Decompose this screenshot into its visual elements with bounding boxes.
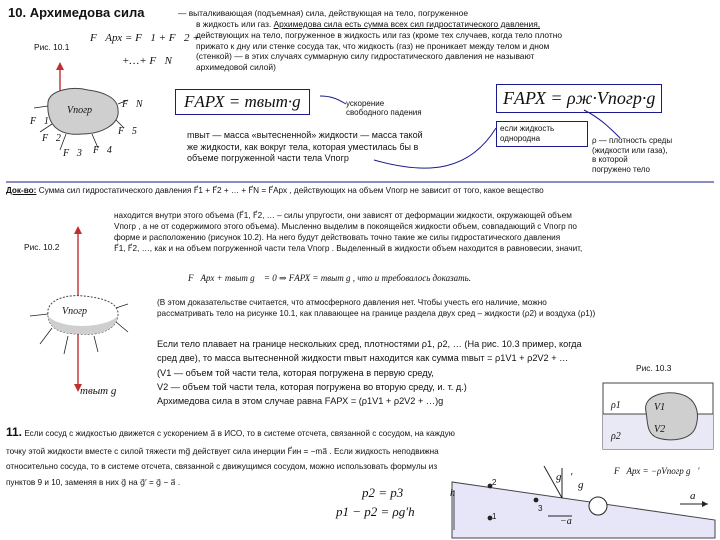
- fig3-v1: V1: [654, 402, 666, 413]
- formula-mass-box: FАРХ = mвыт·g: [175, 89, 310, 115]
- intro-text: — выталкивающая (подъемная) сила, действующая на тело, погруженное: [178, 8, 468, 18]
- fig4-gprime-label: g⃗′: [556, 471, 573, 483]
- formula-density-box: FАРХ = ρж·Vпогр·g: [496, 84, 662, 113]
- fig1-fn: F⃗N: [122, 99, 143, 110]
- layers-text: Если тело плавает на границе нескольких сред, плотностями ρ1, ρ2, … (На рис. 10.3 пример, когда сред две), то масса вытесненной жидкости mвыт находится как сумма mвыт = ρ1V1 + ρ2V2 + … (V1 — объем той части тела, которая погружена в первую среду, V2 — объем той части тела, которая погружена во вторую среду, и. т. д.) Архимедова сила в этом случае равна FАРХ = (ρ1V1 + ρ2V2 + …)g: [157, 339, 582, 406]
- fig3-v2: V2: [654, 424, 666, 435]
- homogeneous-note: если жидкость однородна: [496, 121, 588, 147]
- fig1-f1: F⃗1: [30, 116, 49, 127]
- equation-pressure-diff: p1 − p2 = ρg′h: [336, 504, 415, 519]
- fig3-rho2: ρ2: [611, 431, 621, 442]
- atmosphere-note: (В этом доказательстве считается, что атмосферного давления нет. Чтобы учесть его наличие, можно рассматривать тело на рисунке 10.1, как плавающее на границе раздела двух сред – жидкости (ρ2) и воздуха (ρ1)): [157, 298, 596, 319]
- proof-body: находится внутри этого объема (F⃗1, F⃗2, … – силы упругости, они зависят от деформации жидкости, окружающей объем Vпогр , а не от содержимого этого объема). Мысленно выделим в покоящейся жидкости объем, совпадающий с Vпогр по форме и расположению (рисунок 10.2). На него будут действовать точно такие же силы гидростатического давления F⃗1, F⃗2, …, как и на объем погруженной части тела Vпогр . Выделенный в жидкости объем находится в равновесии, значит,: [114, 211, 583, 254]
- intro-text-body: в жидкость или газ. Архимедова сила есть сумма всех сил гидростатического давления, действующих на тело, погруженное в жидкость или газ (кроме тех случаев, когда тело плотно прижато к дну или стенке сосуда так, что жидкость (газ) не проникает между телом и дном (стенкой) — в этих случаях суммарную силу гидростатического давления не называют архимедовой силой): [196, 19, 563, 72]
- fig4-float: [589, 497, 607, 515]
- fig1-sum-line1: F⃗Арх = F⃗1 + F⃗2 +: [90, 32, 200, 44]
- proof-equation: F⃗Арх + mвыт g⃗ = 0 ⇒ FАРХ = mвыт g , что и требовалось доказать.: [188, 273, 471, 283]
- section-11-text: 11. Если сосуд с жидкостью движется с ускорением a⃗ в ИСО, то в системе отсчета, связанной с сосудом, на каждую точку этой жидкости вместе с силой тяжести mg⃗ действует сила инерции F⃗ин = −ma⃗ . Если жидкость неподвижна относительно сосуда, то в системе отсчета, связанной с движущимся сосудом, можно использовать формулы из пунктов 9 и 10, заменяя в них g⃗ на g⃗′ = g⃗ − a⃗ .: [6, 425, 455, 487]
- fig2-caption: Рис. 10.2: [24, 242, 60, 252]
- fig1-f2: F⃗2: [42, 133, 61, 144]
- fig4-minus-a-label: −a⃗: [560, 516, 580, 527]
- section-10-heading: 10. Архимедова сила: [8, 5, 145, 20]
- density-note: ρ — плотность среды (жидкости или газа), в которой погружено тело: [592, 136, 673, 174]
- fig4-h-label: h: [450, 488, 455, 499]
- fig4-p2-label: 2: [492, 478, 497, 487]
- fig1-f3: F⃗3: [63, 148, 82, 159]
- fig4-g-label: g⃗: [578, 479, 593, 491]
- fig1-f5: F⃗5: [118, 126, 137, 137]
- fig4-p1-label: 1: [492, 512, 497, 521]
- fig2-weight-label: mвыт g⃗: [80, 385, 125, 397]
- fig4-farch-label: F⃗Арх = −ρVпогр g⃗′: [614, 466, 700, 476]
- fig4-p3-label: 3: [538, 504, 543, 513]
- fig4-a-label: a⃗: [690, 490, 705, 502]
- fig1-f4: F⃗4: [93, 145, 112, 156]
- fig1-caption: Рис. 10.1: [34, 42, 70, 52]
- proof-line1: Док-во: Сумма сил гидростатического давления F⃗1 + F⃗2 + … + F⃗N = F⃗Арх , действующих на объем Vпогр не зависит от того, какое вещество: [6, 186, 544, 195]
- fig3-caption: Рис. 10.3: [636, 363, 672, 373]
- fig2-arch-arrowhead: [74, 226, 82, 234]
- mass-definition: mвыт — масса «вытесненной» жидкости — масса такой же жидкости, как вокруг тела, которая уместилась бы в объеме погруженной части тела Vпогр: [187, 130, 423, 164]
- equation-pressure-equal: p2 = p3: [362, 485, 404, 500]
- formula1-gravity-note: ускорение свободного падения: [346, 99, 422, 118]
- fig3-rho1: ρ1: [611, 400, 621, 411]
- fig1-sum-line2: +…+ F⃗N: [122, 55, 172, 67]
- fig2-body-label: Vпогр: [62, 306, 88, 317]
- fig1-body-label: Vпогр: [67, 105, 93, 116]
